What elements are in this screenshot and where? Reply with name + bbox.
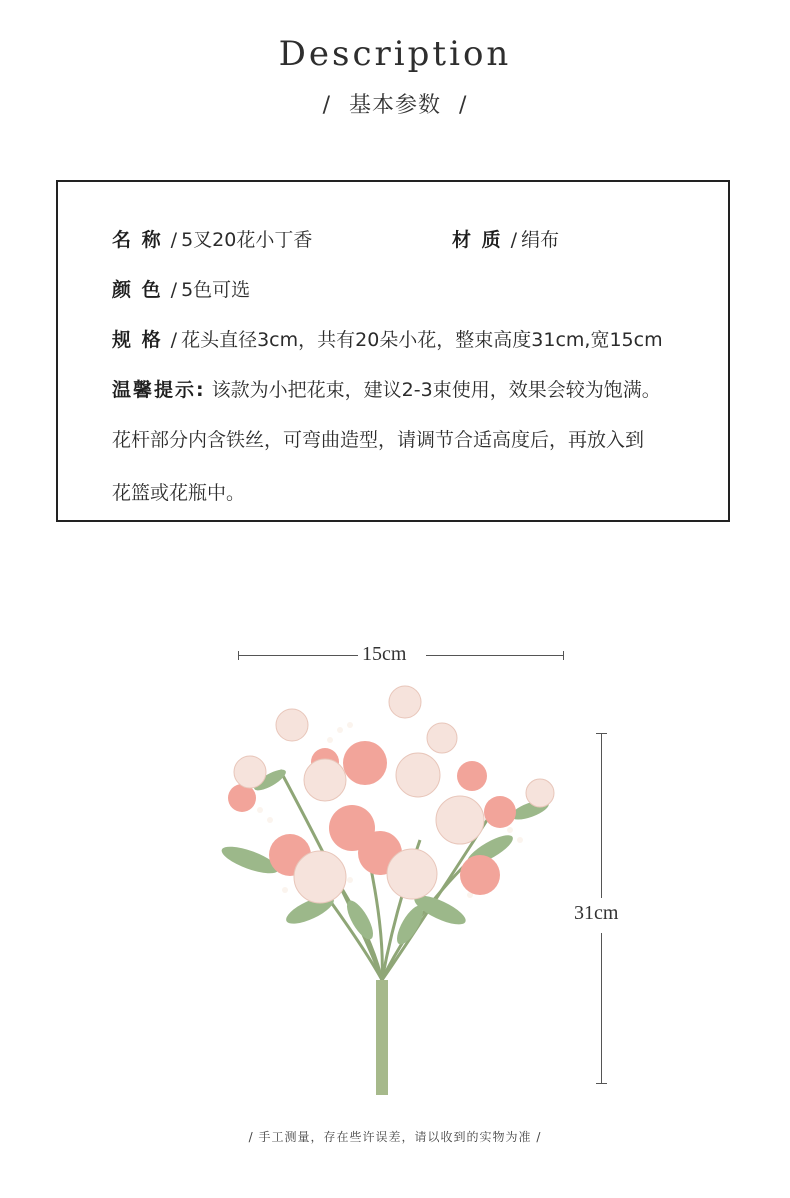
stem-wrap (376, 980, 388, 1095)
subtitle-slash-left: / (322, 93, 331, 118)
spec-color-value: 5色可选 (181, 279, 251, 301)
spec-material-label: 材 质 (452, 229, 503, 251)
height-tick-bottom (596, 1083, 607, 1084)
spec-name-row (112, 225, 312, 252)
width-line-right (426, 655, 564, 656)
spec-name-label: 名 称 (112, 229, 163, 251)
page-title: Description (278, 34, 512, 74)
spec-tip-label: 温馨提示: (112, 379, 206, 401)
spec-tip-line2: 花杆部分内含铁丝，可弯曲造型，请调节合适高度后，再放入到 (112, 429, 645, 451)
width-line-left (238, 655, 358, 656)
spec-color-sep: / (170, 279, 178, 301)
measurement-note: / 手工测量，存在些许误差，请以收到的实物为准 / (248, 1130, 542, 1144)
height-line-top (601, 733, 602, 898)
spec-size-row (112, 325, 663, 352)
spec-tip-line3: 花篮或花瓶中。 (112, 482, 246, 504)
spec-size-value: 花头直径3cm，共有20朵小花，整束高度31cm,宽15cm (181, 329, 663, 351)
width-tick-right (563, 651, 564, 660)
subtitle-text: 基本参数 (348, 93, 441, 118)
height-label: 31cm (574, 902, 619, 924)
spec-color-row (112, 275, 250, 302)
spec-material-value: 绢布 (521, 229, 560, 251)
spec-tip-line1: 该款为小把花束，建议2-3束使用，效果会较为饱满。 (211, 379, 661, 401)
spec-size-sep: / (170, 329, 178, 351)
spec-name-value: 5叉20花小丁香 (181, 229, 313, 251)
width-label: 15cm (362, 643, 407, 665)
spec-size-label: 规 格 (112, 329, 163, 351)
flower-bouquet-image (210, 680, 580, 1100)
spec-name-sep: / (170, 229, 178, 251)
subtitle-slash-right: / (459, 93, 468, 118)
spec-material-sep: / (510, 229, 518, 251)
height-line-bottom (601, 933, 602, 1084)
spec-color-label: 颜 色 (112, 279, 163, 301)
spec-material-row (452, 225, 559, 252)
page-subtitle (0, 88, 790, 119)
spec-tip-row (112, 375, 661, 402)
